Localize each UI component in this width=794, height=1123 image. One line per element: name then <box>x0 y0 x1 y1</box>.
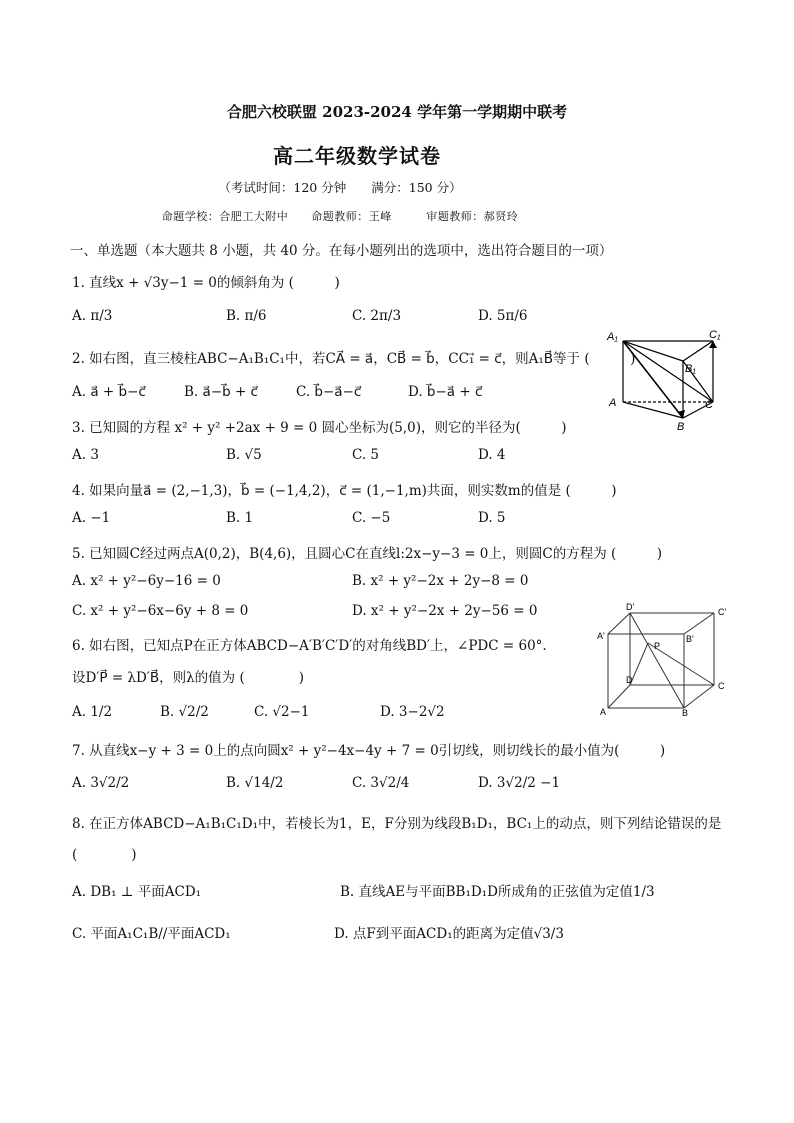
prism-label-b: B <box>677 421 685 433</box>
q8-option-b[interactable]: B. 直线AE与平面BB₁D₁D所成角的正弦值为定值1/3 <box>340 884 655 900</box>
cube-label-b-prime: B' <box>686 634 694 644</box>
q2-option-b[interactable]: B. a⃗−b⃗ + c⃗ <box>184 384 258 400</box>
q4-option-c[interactable]: C. −5 <box>352 510 391 526</box>
question-8-stem: 8. 在正方体ABCD−A₁B₁C₁D₁中，若棱长为1，E，F分别为线段B₁D₁，BC₁上的动点，则下列结论错误的是 <box>72 816 722 832</box>
q5-option-d[interactable]: D. x² + y²−2x + 2y−56 = 0 <box>352 603 538 619</box>
question-5-stem: 5. 已知圆C经过两点A(0,2)，B(4,6)，且圆心C在直线l:2x−y−3 = 0上，则圆C的方程为 ( ) <box>72 546 663 562</box>
prism-figure <box>605 326 725 434</box>
q1-option-a[interactable]: A. π/3 <box>72 308 113 324</box>
prism-label-b1: B₁ <box>685 363 696 375</box>
question-6-stem: 6. 如右图，已知点P在正方体ABCD−A′B′C′D′的对角线BD′上，∠PDC = 60°. <box>72 638 547 654</box>
q3-option-a[interactable]: A. 3 <box>72 447 99 463</box>
q6-option-a[interactable]: A. 1/2 <box>72 704 113 720</box>
cube-label-c-prime: C' <box>718 607 727 617</box>
cube-label-d: D <box>626 675 633 685</box>
prism-label-c: C <box>705 399 713 411</box>
question-3-stem: 3. 已知圆的方程 x² + y² +2ax + 9 = 0 圆心坐标为(5,0)，则它的半径为( ) <box>72 420 567 436</box>
section-heading: 一、单选题（本大题共 8 小题，共 40 分。在每小题列出的选项中，选出符合题目的一项） <box>70 243 613 259</box>
author-info: 命题学校：合肥工大附中 命题教师：王峰 审题教师：郝贤玲 <box>161 210 519 223</box>
cube-label-a-prime: A' <box>597 631 605 641</box>
cube-label-a: A <box>600 707 607 717</box>
q6-option-c[interactable]: C. √2−1 <box>254 704 310 720</box>
q8-option-d[interactable]: D. 点F到平面ACD₁的距离为定值√3/3 <box>334 926 564 942</box>
cube-label-c: C <box>718 681 725 691</box>
cube-figure <box>596 601 730 719</box>
question-4-stem: 4. 如果向量a⃗ = (2,−1,3)，b⃗ = (−1,4,2)，c⃗ = (1,−1,m)共面，则实数m的值是 ( ) <box>72 483 617 499</box>
prism-label-a1: A₁ <box>607 331 618 343</box>
q8-option-a[interactable]: A. DB₁ ⊥ 平面ACD₁ <box>72 884 202 900</box>
q2-option-d[interactable]: D. b⃗−a⃗ + c⃗ <box>408 384 483 400</box>
q1-option-c[interactable]: C. 2π/3 <box>352 308 402 324</box>
cube-label-d-prime: D' <box>626 602 635 612</box>
school-heading: 合肥六校联盟 2023-2024 学年第一学期期中联考 <box>226 103 568 121</box>
question-6-stem-continued: 设D′P⃗ = λD′B⃗，则λ的值为 ( ) <box>72 670 305 686</box>
q3-option-c[interactable]: C. 5 <box>352 447 380 463</box>
exam-title: 高二年级数学试卷 <box>273 144 441 168</box>
prism-label-c1: C₁ <box>709 329 721 341</box>
question-1-stem: 1. 直线x + √3y−1 = 0的倾斜角为 ( ) <box>72 275 340 291</box>
cube-label-p: P <box>654 641 661 651</box>
exam-info: （考试时间：120 分钟 满分：150 分） <box>218 180 462 195</box>
q7-option-a[interactable]: A. 3√2/2 <box>72 775 130 791</box>
q4-option-a[interactable]: A. −1 <box>72 510 111 526</box>
question-8-stem-continued: ( ) <box>72 847 137 863</box>
q7-option-b[interactable]: B. √14/2 <box>226 775 284 791</box>
q3-option-b[interactable]: B. √5 <box>226 447 262 463</box>
q8-option-c[interactable]: C. 平面A₁C₁B//平面ACD₁ <box>72 926 231 942</box>
q7-option-c[interactable]: C. 3√2/4 <box>352 775 410 791</box>
prism-label-a: A <box>609 397 617 409</box>
question-2-stem: 2. 如右图，直三棱柱ABC−A₁B₁C₁中，若CA⃗ = a⃗，CB⃗ = b⃗，CC₁⃗ = c⃗，则A₁B⃗等于 ( ) <box>72 351 636 367</box>
q7-option-d[interactable]: D. 3√2/2 −1 <box>478 775 561 791</box>
q6-option-d[interactable]: D. 3−2√2 <box>380 704 445 720</box>
q3-option-d[interactable]: D. 4 <box>478 447 506 463</box>
question-7-stem: 7. 从直线x−y + 3 = 0上的点向圆x² + y²−4x−4y + 7 = 0引切线，则切线长的最小值为( ) <box>72 743 666 759</box>
q4-option-b[interactable]: B. 1 <box>226 510 254 526</box>
q6-option-b[interactable]: B. √2/2 <box>160 704 209 720</box>
q2-option-a[interactable]: A. a⃗ + b⃗−c⃗ <box>72 384 146 400</box>
q2-option-c[interactable]: C. b⃗−a⃗−c⃗ <box>296 384 362 400</box>
q1-option-b[interactable]: B. π/6 <box>226 308 267 324</box>
q5-option-a[interactable]: A. x² + y²−6y−16 = 0 <box>72 573 221 589</box>
q4-option-d[interactable]: D. 5 <box>478 510 506 526</box>
q5-option-c[interactable]: C. x² + y²−6x−6y + 8 = 0 <box>72 603 249 619</box>
q1-option-d[interactable]: D. 5π/6 <box>478 308 528 324</box>
q5-option-b[interactable]: B. x² + y²−2x + 2y−8 = 0 <box>352 573 529 589</box>
cube-label-b: B <box>682 708 689 718</box>
